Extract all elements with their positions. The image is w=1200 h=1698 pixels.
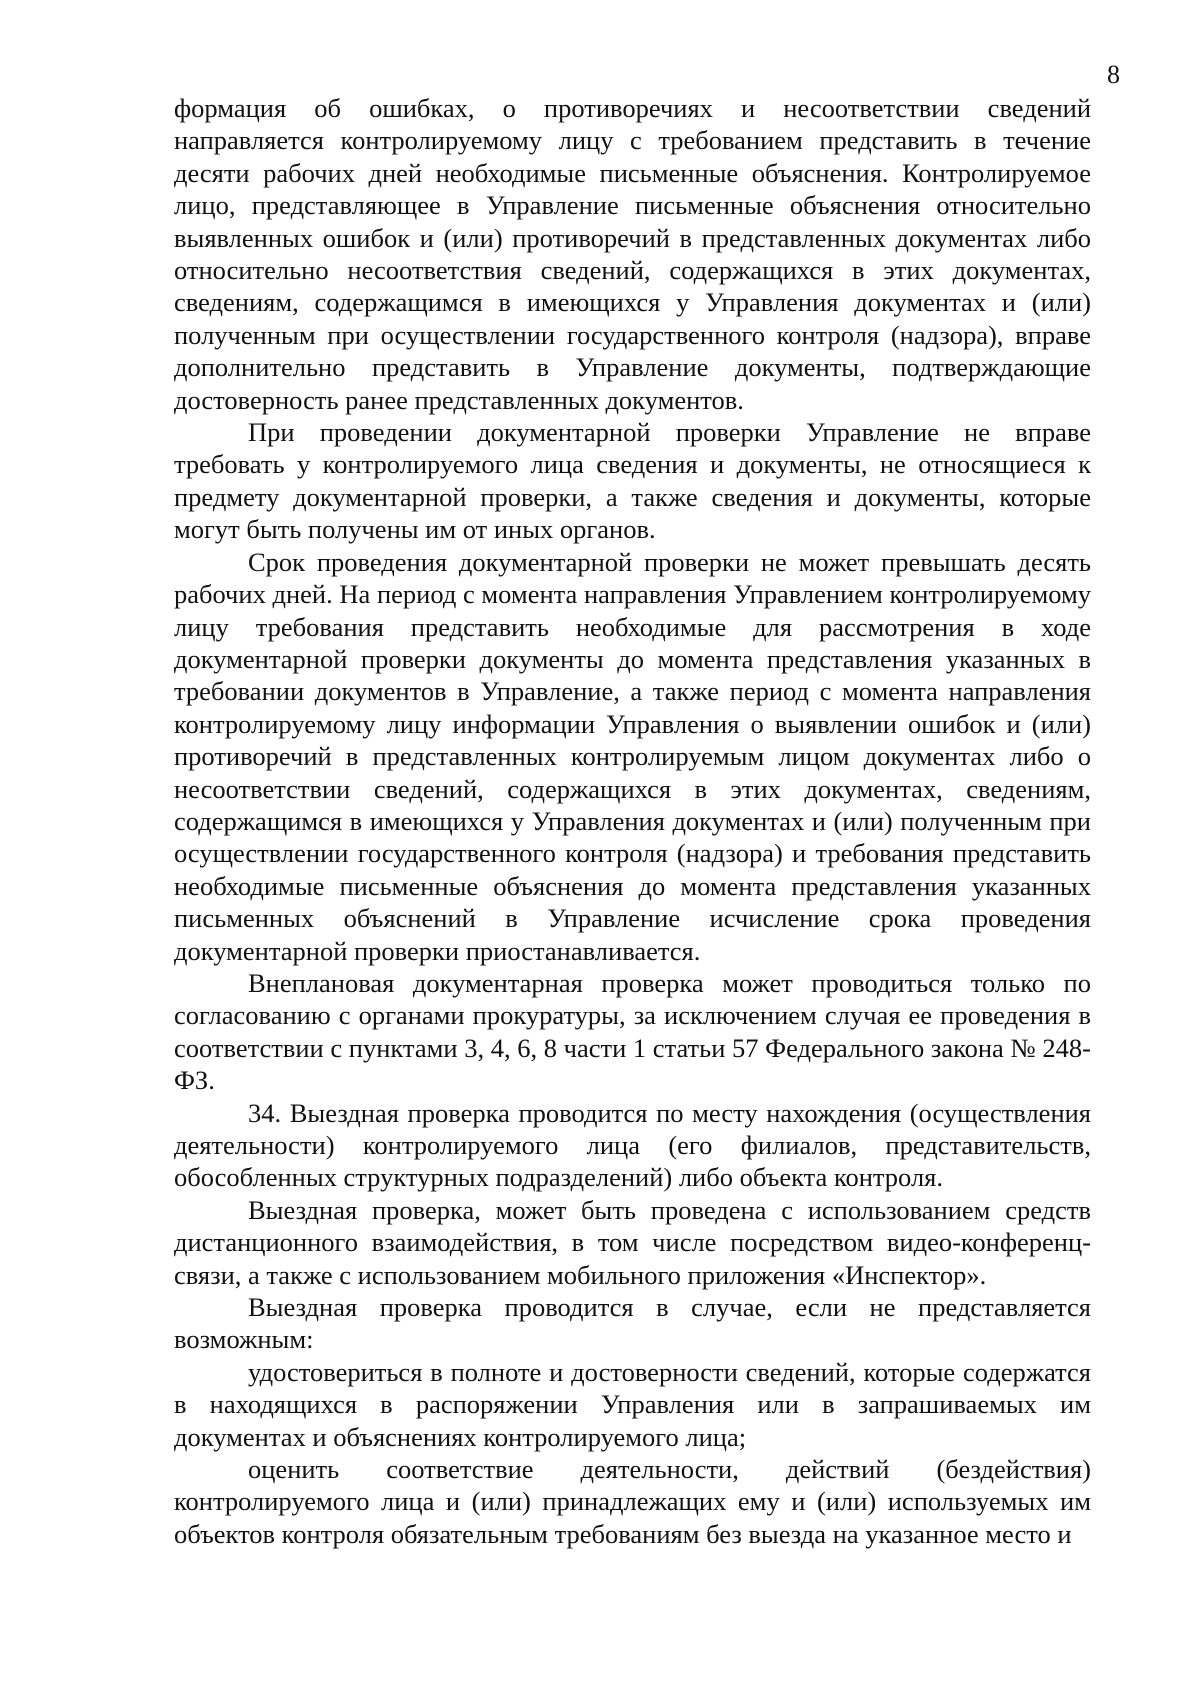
paragraph-continuation: формация об ошибках, о противоречиях и несоответствии сведений направляется контролируемому лицу с требованием представить в течение десяти рабочих дней необходимые письменные объяснения. Контролируемое лицо, представляющее в Управление письменные объяснения относительно выявленных ошибок и (или) противоречий в представленных документах либо относительно несоответствия сведений, содержащихся в этих документах, сведениям, содержащимся в имеющихся у Управления документах и (или) полученным при осуществлении государственного контроля (надзора), вправе дополнительно представить в Управление документы, подтверждающие достоверность ранее представленных документов. (174, 93, 1091, 415)
paragraph-unscheduled-check: Внеплановая документарная проверка может проводиться только по согласованию с органами прокуратуры, за исключением случая ее проведения в соответствии с пунктами 3, 4, 6, 8 части 1 статьи 57 Федерального закона № 248-ФЗ. (174, 967, 1091, 1096)
document-body (174, 92, 1091, 1550)
paragraph-item-34: 34. Выездная проверка проводится по месту нахождения (осуществления деятельности) контролируемого лица (его филиалов, представительств, обособленных структурных подразделений) либо объекта контроля. (174, 1097, 1091, 1193)
paragraph-documentary-check-restrictions: При проведении документарной проверки Управление не вправе требовать у контролируемого лица сведения и документы, не относящиеся к предмету документарной проверки, а также сведения и документы, которые могут быть получены им от иных органов. (174, 417, 1091, 545)
page-number: 8 (1107, 60, 1120, 89)
list-item-assess-compliance: оценить соответствие деятельности, действий (бездействия) контролируемого лица и (или) принадлежащих ему и (или) используемых им объектов контроля обязательным требованиям без выезда на указанное место и (174, 1454, 1091, 1549)
paragraph-remote-interaction: Выездная проверка, может быть проведена с использованием средств дистанционного взаимодействия, в том числе посредством видео-конференц-связи, а также с использованием мобильного приложения «Инспектор». (174, 1194, 1091, 1290)
paragraph-field-check-cases: Выездная проверка проводится в случае, если не представляется возможным: (174, 1292, 1091, 1355)
paragraph-documentary-check-term: Срок проведения документарной проверки не может превышать десять рабочих дней. На период с момента направления Управлением контролируемому лицу требования представить необходимые для рассмотрения в ходе документарной проверки документы до момента представления указанных в требовании документов в Управление, а также период с момента направления контролируемому лицу информации Управления о выявлении ошибок и (или) противоречий в представленных контролируемым лицом документах либо о несоответствии сведений, содержащихся в этих документах, сведениям, содержащимся в имеющихся у Управления документах и (или) полученным при осуществлении государственного контроля (надзора) и требования представить необходимые письменные объяснения до момента представления указанных письменных объяснений в Управление исчисление срока проведения документарной проверки приостанавливается. (174, 546, 1091, 966)
list-item-verify-completeness: удостовериться в полноте и достоверности сведений, которые содержатся в находящихся в распоряжении Управления или в запрашиваемых им документах и объяснениях контролируемого лица; (174, 1356, 1091, 1452)
